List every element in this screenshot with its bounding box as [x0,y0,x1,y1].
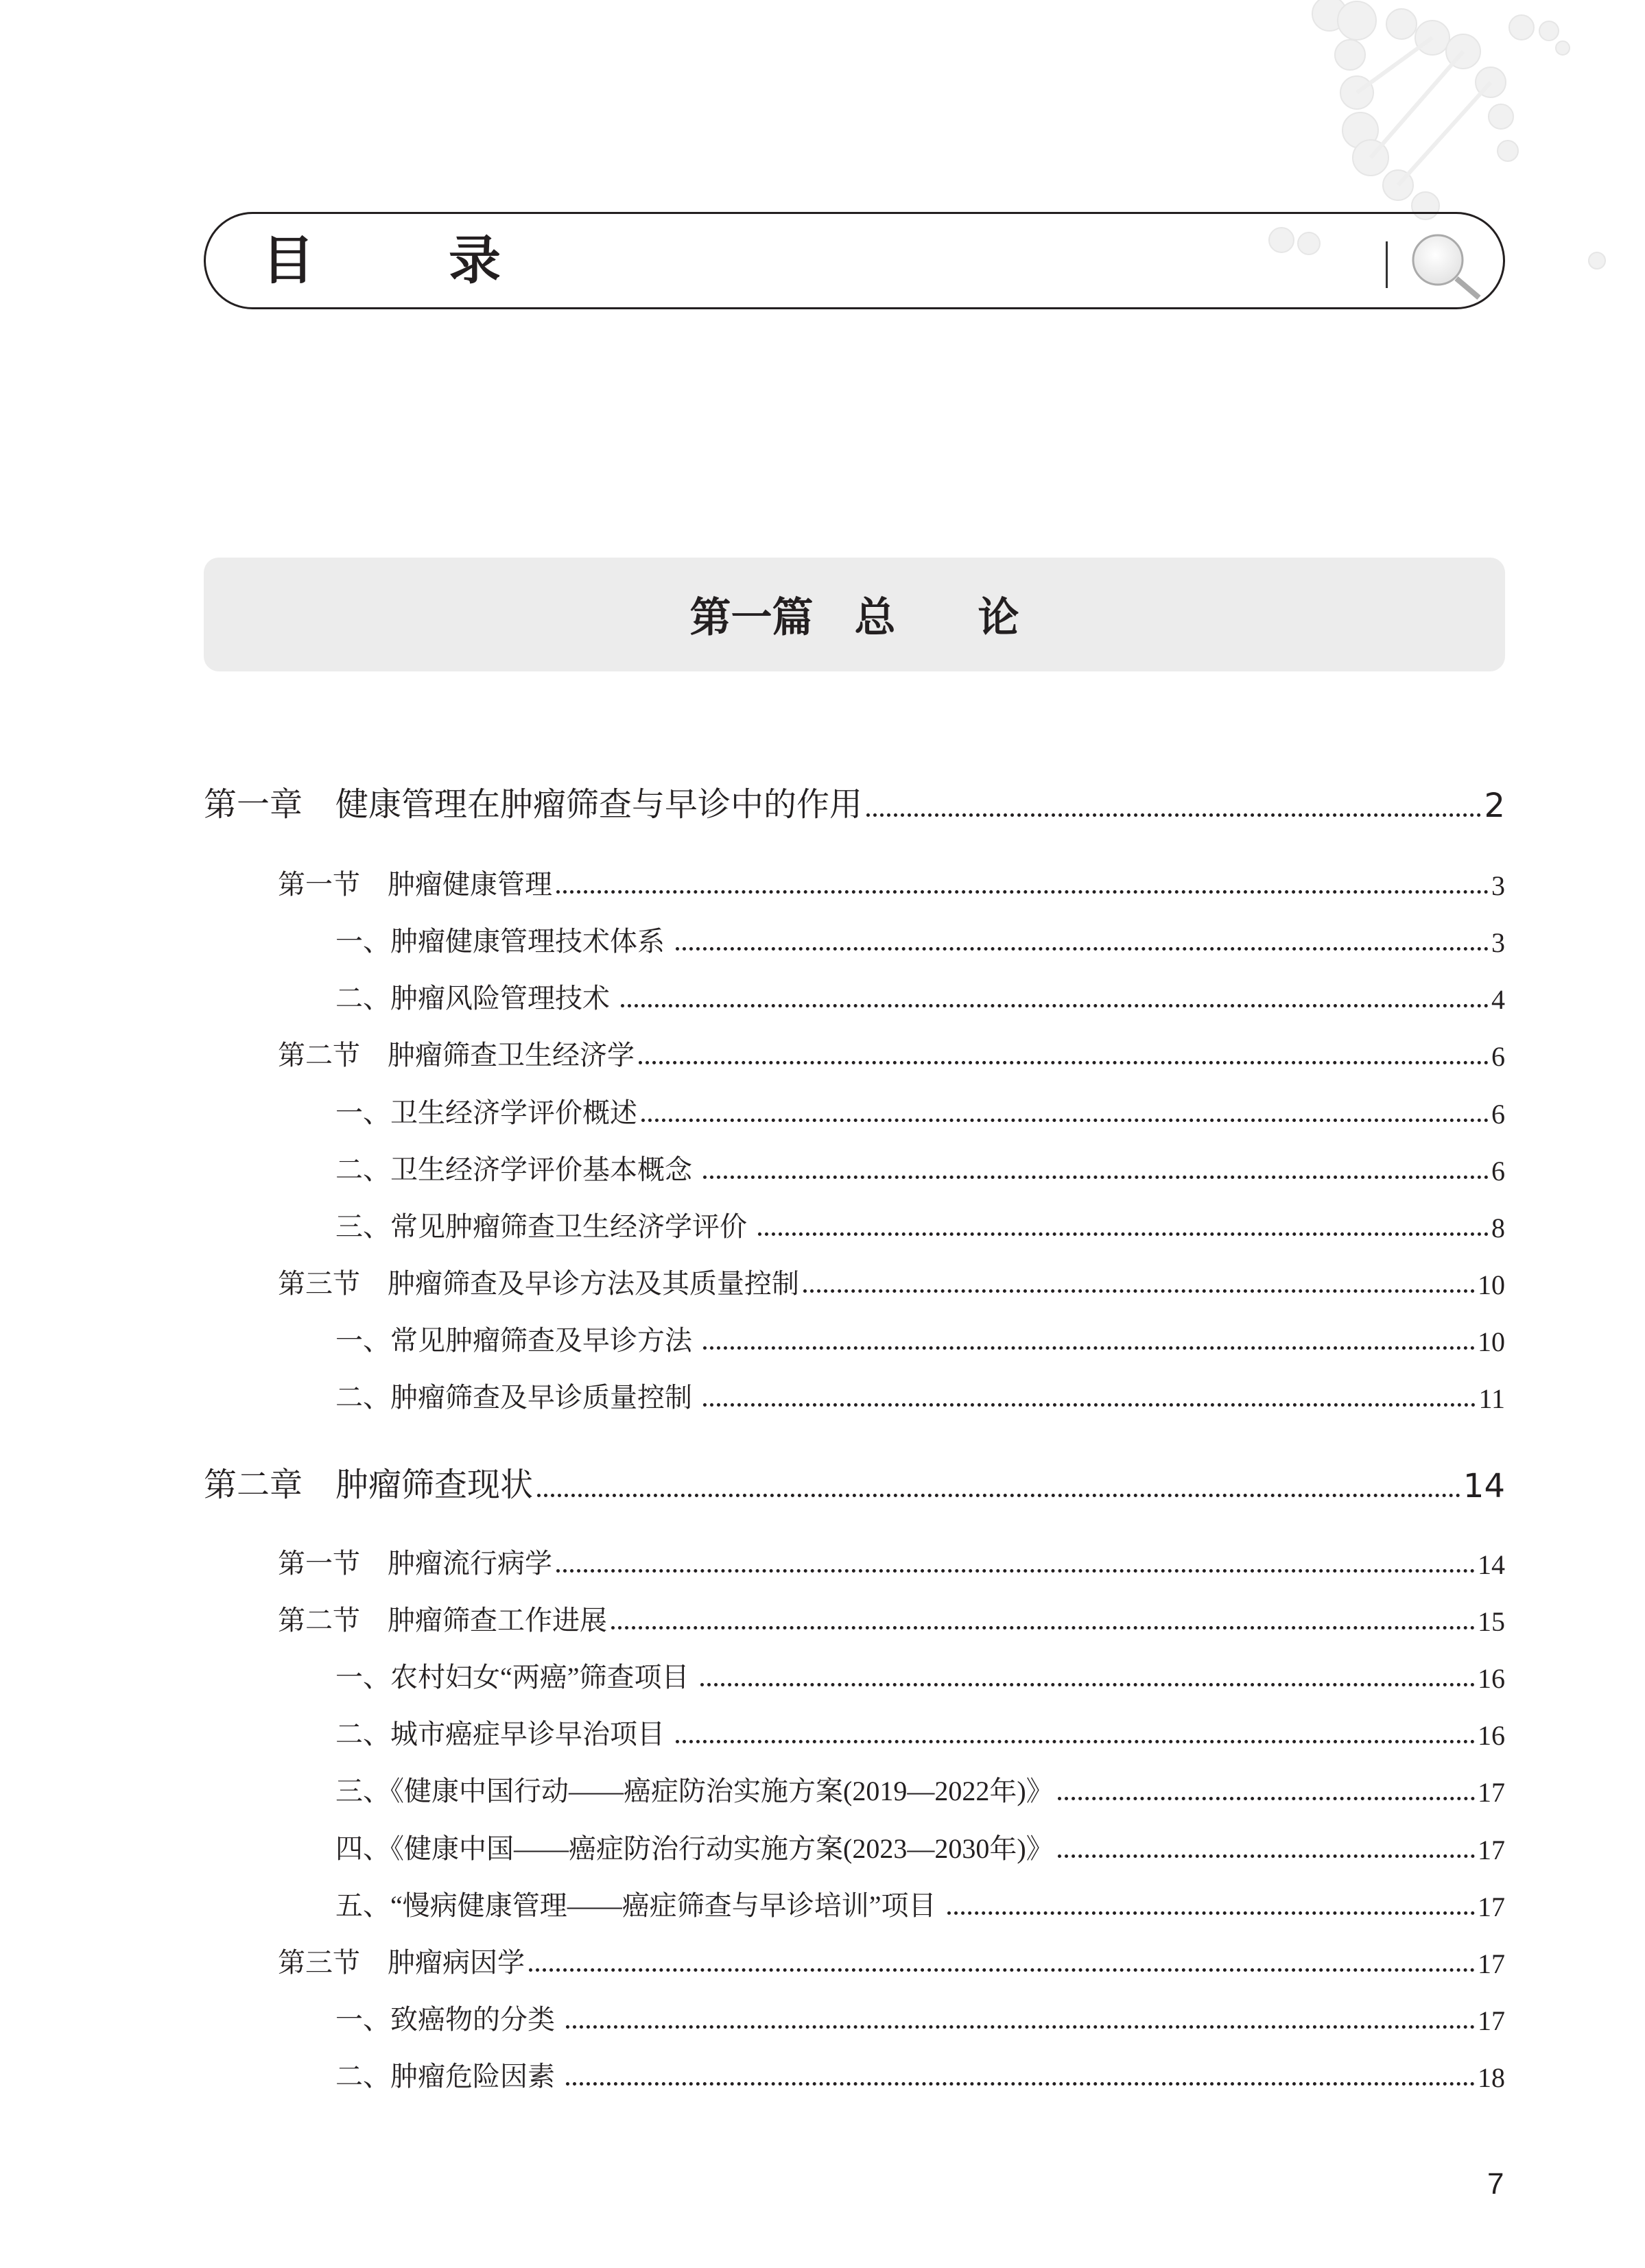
toc-entry-label: 二、城市癌症早诊早治项目 [335,1719,672,1750]
toc-entry-page: 16 [1478,1663,1505,1694]
toc-entry-label: 二、肿瘤风险管理技术 [335,983,617,1014]
dot-leader [566,2082,1475,2086]
dot-leader [556,890,1489,894]
toc-entry-page: 6 [1491,1156,1505,1186]
dot-leader [537,1494,1460,1497]
toc-entry-page: 11 [1478,1383,1505,1414]
toc-entry-label: 一、致癌物的分类 [335,2004,562,2035]
toc-entry-chapter[interactable] [204,781,1505,825]
dot-leader [1058,1797,1475,1800]
toc-title-bar [204,212,1505,309]
toc-entry-item[interactable] [335,1203,1505,1244]
toc-entry-section[interactable] [278,1260,1505,1301]
toc-entry-chapter[interactable] [204,1461,1505,1505]
toc-entry-page: 6 [1491,1041,1505,1072]
toc-entry-page: 10 [1478,1269,1505,1300]
toc-entry-page: 17 [1478,1891,1505,1922]
dot-leader [676,947,1489,951]
dot-leader [703,1346,1475,1350]
toc-entry-label: 第二章 肿瘤筛查现状 [204,1466,534,1504]
toc-entry-label: 二、卫生经济学评价基本概念 [335,1154,699,1185]
toc-entry-item[interactable] [335,1089,1505,1130]
toc-entry-item[interactable] [335,1710,1505,1752]
page-number: 7 [1487,2167,1504,2201]
toc-entry-label: 第三节 肿瘤筛查及早诊方法及其质量控制 [278,1268,799,1299]
toc-entry-page: 17 [1478,1777,1505,1808]
dot-leader [703,1175,1489,1179]
toc-entry-item[interactable] [335,1882,1505,1923]
dot-leader [703,1403,1476,1407]
toc-entry-page: 14 [1478,1549,1505,1580]
toc-entry-page: 10 [1478,1326,1505,1357]
toc-entry-label: 一、常见肿瘤筛查及早诊方法 [335,1325,699,1356]
title-divider [1386,241,1388,288]
toc-entry-label: 第二节 肿瘤筛查工作进展 [278,1605,607,1636]
part-title: 第一篇 总 论 [689,594,1019,642]
page-title: 目 录 [262,230,542,291]
dot-leader [676,1740,1475,1743]
dot-leader [556,1569,1475,1573]
toc-entry-label: 三、常见肿瘤筛查卫生经济学评价 [335,1211,754,1242]
dot-leader [947,1911,1475,1915]
dot-leader [1058,1854,1475,1858]
toc-entry-page: 16 [1478,1720,1505,1751]
dot-leader [803,1289,1475,1293]
dot-leader [611,1626,1475,1630]
toc-entry-page: 17 [1478,1948,1505,1979]
toc-entry-page: 2 [1484,787,1505,825]
toc-entry-section[interactable] [278,1540,1505,1581]
toc-entry-label: 一、农村妇女“两癌”筛查项目 [335,1662,696,1693]
toc-entry-page: 14 [1463,1467,1505,1505]
toc-entry-section[interactable] [278,861,1505,902]
toc-entry-item[interactable] [335,918,1505,959]
toc-entry-item[interactable] [335,1146,1505,1187]
toc-entry-page: 17 [1478,2005,1505,2036]
toc-entry-label: 二、肿瘤筛查及早诊质量控制 [335,1382,699,1413]
toc-entry-item[interactable] [335,1825,1505,1866]
dot-leader [700,1683,1475,1686]
toc-entry-label: 第一节 肿瘤流行病学 [278,1548,552,1579]
magnifier-icon [1407,229,1489,305]
toc-entry-label: 四、《健康中国——癌症防治行动实施方案(2023—2030年)》 [335,1833,1054,1864]
toc-entry-item[interactable] [335,1374,1505,1415]
toc-entry-section[interactable] [278,1031,1505,1073]
toc-entry-item[interactable] [335,2053,1505,2094]
toc-entry-label: 三、《健康中国行动——癌症防治实施方案(2019—2022年)》 [335,1776,1054,1806]
toc-entry-label: 第二节 肿瘤筛查卫生经济学 [278,1040,635,1071]
toc-entry-item[interactable] [335,1317,1505,1358]
dot-leader [866,813,1481,817]
toc-entry-page: 8 [1491,1213,1505,1243]
toc-entry-label: 第一节 肿瘤健康管理 [278,869,552,900]
part-banner [204,558,1505,671]
toc-entry-label: 第三节 肿瘤病因学 [278,1947,525,1978]
toc-entry-label: 一、肿瘤健康管理技术体系 [335,926,672,957]
toc-entry-page: 18 [1478,2062,1505,2093]
toc-entry-page: 15 [1478,1606,1505,1637]
toc-entry-page: 17 [1478,1835,1505,1865]
toc-entry-label: 二、肿瘤危险因素 [335,2061,562,2092]
toc-entry-item[interactable] [335,975,1505,1016]
dot-leader [758,1232,1489,1236]
toc-entry-label: 一、卫生经济学评价概述 [335,1097,637,1128]
dot-leader [639,1061,1489,1064]
dot-leader [641,1119,1489,1122]
toc-entry-item[interactable] [335,1996,1505,2037]
toc-entry-label: 五、“慢病健康管理——癌症筛查与早诊培训”项目 [335,1890,943,1921]
toc-entry-item[interactable] [335,1654,1505,1695]
toc-entry-item[interactable] [335,1767,1505,1809]
toc-entry-label: 第一章 健康管理在肿瘤筛查与早诊中的作用 [204,785,863,824]
toc-entry-page: 4 [1491,984,1505,1015]
toc-entry-section[interactable] [278,1597,1505,1638]
toc-entry-page: 3 [1491,927,1505,958]
toc-entry-section[interactable] [278,1939,1505,1980]
toc-entry-page: 3 [1491,870,1505,901]
dot-leader [621,1004,1489,1007]
dot-leader [529,1968,1475,1972]
toc-entry-page: 6 [1491,1099,1505,1130]
dot-leader [566,2025,1475,2029]
